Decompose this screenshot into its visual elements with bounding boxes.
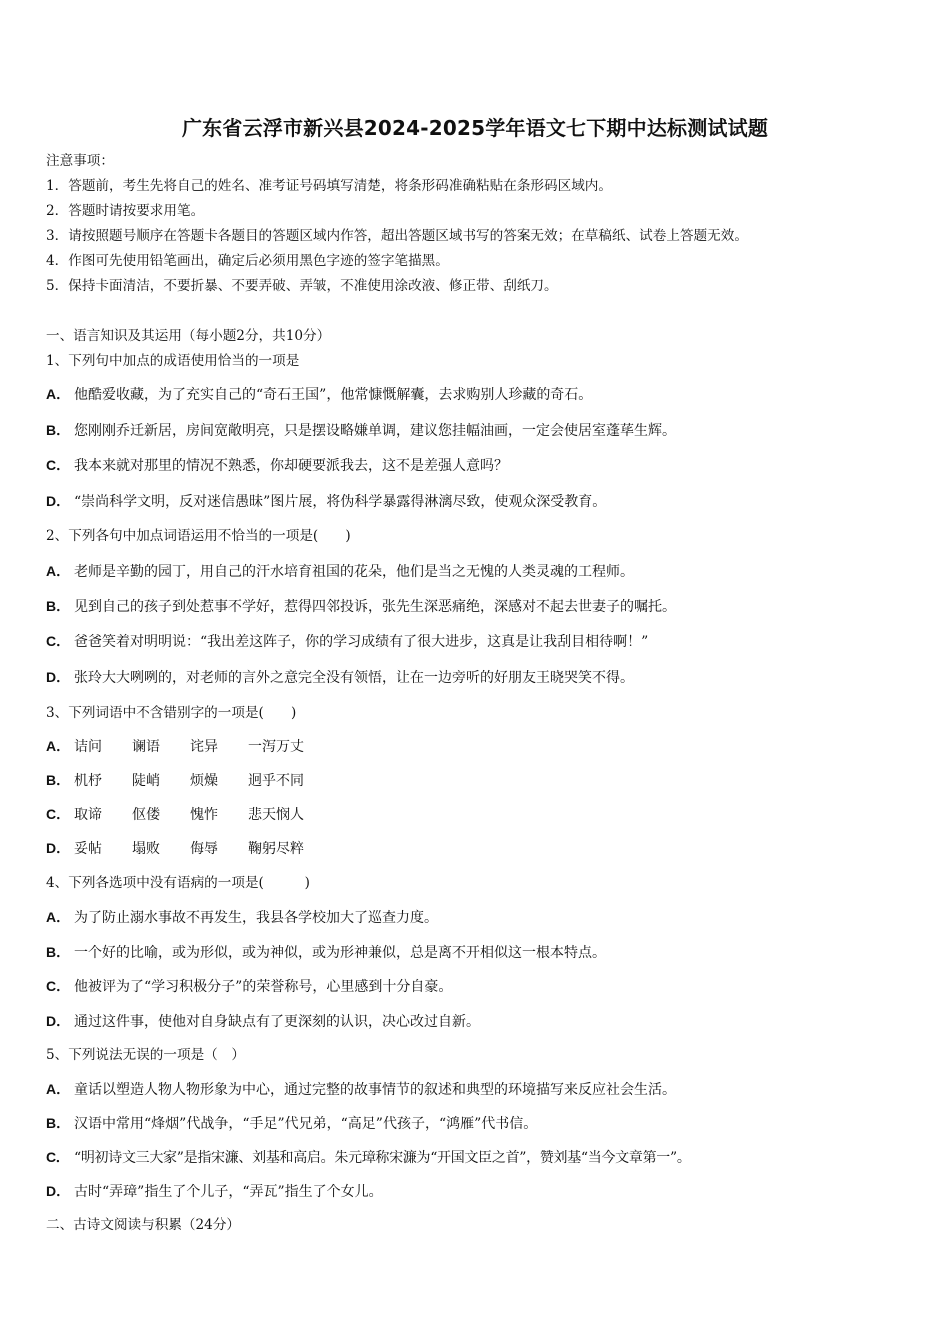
option-row — [46, 839, 304, 858]
question-stem: 2、下列各句中加点词语运用不恰当的一项是( ) — [46, 528, 351, 544]
option-row — [46, 421, 676, 440]
option-text: 爸爸笑着对明明说：“我出差这阵子，你的学习成绩有了很大进步，这真是让我刮目相待啊！” — [74, 634, 649, 650]
option-text: 古时“弄璋”指生了个儿子，“弄瓦”指生了个女儿。 — [74, 1184, 383, 1200]
notice-item: 4．作图可先使用铅笔画出，确定后必须用黑色字迹的签字笔描黑。 — [46, 253, 449, 269]
option-row — [46, 943, 606, 962]
option-word: 诧异 — [190, 739, 218, 755]
option-word: 陡峭 — [132, 773, 160, 789]
option-letter: B． — [46, 944, 71, 960]
notice-heading: 注意事项： — [46, 153, 114, 169]
option-letter: B． — [46, 598, 71, 614]
option-letter: D． — [46, 493, 71, 509]
option-text: 他被评为了“学习积极分子”的荣誉称号，心里感到十分自豪。 — [74, 979, 453, 995]
option-letter: B． — [46, 1115, 71, 1131]
option-row — [46, 977, 452, 996]
option-row — [46, 597, 676, 616]
notice-item: 1．答题前，考生先将自己的姓名、准考证号码填写清楚，将条形码准确粘贴在条形码区域内。 — [46, 178, 612, 194]
option-text: 您刚刚乔迁新居，房间宽敞明亮，只是摆设略嫌单调，建议您挂幅油画，一定会使居室蓬荜生辉。 — [74, 423, 676, 439]
option-letter: C． — [46, 806, 71, 822]
option-row — [46, 1182, 383, 1201]
option-row — [46, 805, 304, 824]
option-letter: A． — [46, 1081, 71, 1097]
option-row — [46, 632, 648, 651]
option-letter: A． — [46, 738, 71, 754]
option-text: 汉语中常用“烽烟”代战争，“手足”代兄弟，“高足”代孩子，“鸿雁”代书信。 — [74, 1116, 538, 1132]
option-letter: B． — [46, 772, 71, 788]
option-text: 为了防止溺水事故不再发生，我县各学校加大了巡查力度。 — [74, 910, 438, 926]
option-text: “崇尚科学文明，反对迷信愚昧”图片展，将伪科学暴露得淋漓尽致，使观众深受教育。 — [74, 494, 607, 510]
question-stem: 5、下列说法无误的一项是（ ） — [46, 1047, 245, 1063]
option-text: 我本来就对那里的情况不熟悉，你却硬要派我去，这不是差强人意吗？ — [74, 458, 508, 474]
option-row — [46, 1012, 480, 1031]
option-row — [46, 492, 606, 511]
option-word: 诘问 — [74, 739, 102, 755]
notice-item: 2．答题时请按要求用笔。 — [46, 203, 205, 219]
option-letter: A． — [46, 386, 71, 402]
option-word: 烦燥 — [190, 773, 218, 789]
option-word: 取谛 — [74, 807, 102, 823]
option-letter: D． — [46, 1183, 71, 1199]
option-text: 老师是辛勤的园丁，用自己的汗水培育祖国的花朵，他们是当之无愧的人类灵魂的工程师。 — [74, 564, 634, 580]
option-letter: C． — [46, 633, 71, 649]
option-text: “明初诗文三大家”是指宋濂、刘基和高启。朱元璋称宋濂为“开国文臣之首”，赞刘基“当今文章第一”。 — [74, 1150, 691, 1166]
option-word: 侮辱 — [190, 841, 218, 857]
question-stem: 3、下列词语中不含错别字的一项是( ) — [46, 705, 297, 721]
question-stem: 1、下列句中加点的成语使用恰当的一项是 — [46, 353, 300, 369]
option-word: 愧怍 — [190, 807, 218, 823]
option-row — [46, 456, 508, 475]
option-word: 伛偻 — [132, 807, 160, 823]
option-word: 塌败 — [132, 841, 160, 857]
option-word: 妥帖 — [74, 841, 102, 857]
option-letter: D． — [46, 1013, 71, 1029]
option-word: 机杼 — [74, 773, 102, 789]
option-text: 见到自己的孩子到处惹事不学好，惹得四邻投诉，张先生深恶痛绝，深感对不起去世妻子的嘱托。 — [74, 599, 676, 615]
option-letter: C． — [46, 457, 71, 473]
option-word: 迥乎不同 — [248, 773, 304, 789]
section-heading: 二、古诗文阅读与积累（24分） — [46, 1217, 241, 1233]
option-word: 悲天悯人 — [248, 807, 304, 823]
option-row — [46, 668, 634, 687]
option-word: 一泻万丈 — [248, 739, 304, 755]
option-word: 鞠躬尽粹 — [248, 841, 304, 857]
option-row — [46, 737, 304, 756]
option-row — [46, 1114, 537, 1133]
option-letter: C． — [46, 1149, 70, 1165]
option-text: 童话以塑造人物人物形象为中心，通过完整的故事情节的叙述和典型的环境描写来反应社会生活。 — [74, 1082, 676, 1098]
notice-item: 3．请按照题号顺序在答题卡各题目的答题区域内作答，超出答题区域书写的答案无效；在草稿纸、试卷上答题无效。 — [46, 228, 748, 244]
notice-item: 5．保持卡面清洁，不要折暴、不要弄破、弄皱，不准使用涂改液、修正带、刮纸刀。 — [46, 278, 558, 294]
question-stem: 4、下列各选项中没有语病的一项是( ) — [46, 875, 310, 891]
page-title: 广东省云浮市新兴县2024-2025学年语文七下期中达标测试试题 — [181, 116, 769, 140]
option-row — [46, 562, 634, 581]
option-letter: C． — [46, 978, 71, 994]
option-row — [46, 908, 438, 927]
option-letter: D． — [46, 669, 71, 685]
option-text: 他酷爱收藏，为了充实自己的“奇石王国”，他常慷慨解囊，去求购别人珍藏的奇石。 — [74, 387, 593, 403]
section-heading: 一、语言知识及其运用（每小题2分，共10分） — [46, 328, 331, 344]
option-letter: A． — [46, 909, 71, 925]
option-letter: D． — [46, 840, 71, 856]
option-letter: B． — [46, 422, 71, 438]
option-word: 谰语 — [132, 739, 160, 755]
option-row — [46, 1080, 676, 1099]
option-text: 通过这件事，使他对自身缺点有了更深刻的认识，决心改过自新。 — [74, 1014, 480, 1030]
option-text: 一个好的比喻，或为形似，或为神似，或为形神兼似，总是离不开相似这一根本特点。 — [74, 945, 606, 961]
option-row — [46, 1148, 691, 1167]
option-row — [46, 771, 304, 790]
option-row — [46, 385, 592, 404]
option-text: 张玲大大咧咧的，对老师的言外之意完全没有领悟，让在一边旁听的好朋友王晓哭笑不得。 — [74, 670, 634, 686]
option-letter: A． — [46, 563, 71, 579]
